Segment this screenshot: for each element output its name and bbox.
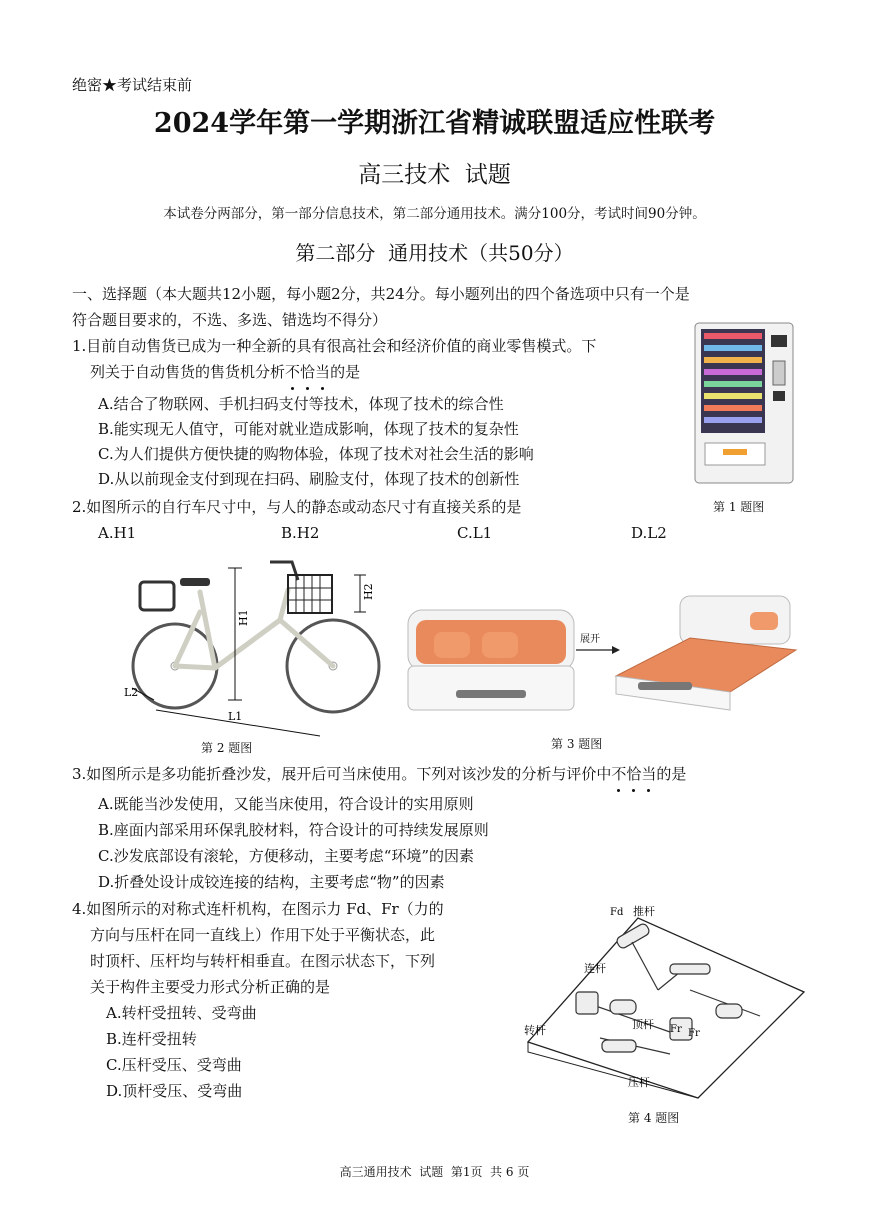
basket-icon [288,575,332,613]
q1-stem-line1: 1.目前自动售货已成为一种全新的具有很高社会和经济价值的商业零售模式。下 [72,337,597,355]
q1-option-c: C.为人们提供方便快捷的购物体验，体现了技术对社会生活的影响 [98,445,534,463]
fig1-caption: 第 1 题图 [713,500,765,514]
label-top-rod: 顶杆 [632,1018,654,1031]
q4-stem-line3: 时顶杆、压杆均与转杆相垂直。在图示状态下，下列 [90,952,436,970]
fig4-caption: 第 4 题图 [628,1111,680,1125]
q1-option-a: A.结合了物联网、手机扫码支付等技术，体现了技术的综合性 [98,395,504,413]
label-press-rod: 压杆 [628,1076,650,1089]
q3-option-d: D.折叠处设计成铰连接的结构，主要考虑“物”的因素 [98,873,445,891]
exam-instructions: 本试卷分两部分，第一部分信息技术，第二部分通用技术。满分100分，考试时间90分钟。 [163,206,706,222]
linkage-figure [520,900,810,1100]
q3-option-b: B.座面内部采用环保乳胶材料，符合设计的可持续发展原则 [98,821,489,839]
emphasis-char: 不 [611,761,626,787]
q4-option-a: A.转杆受扭转、受弯曲 [106,1004,257,1022]
q2-stem: 2.如图所示的自行车尺寸中，与人的静态或动态尺寸有直接关系的是 [72,498,522,516]
q2-option-c: C.L1 [457,524,493,542]
section-intro-line1: 一、选择题（本大题共12小题，每小题2分，共24分。每小题列出的四个备选项中只有一个是 [72,285,690,303]
q4-stem-line1: 4.如图所示的对称式连杆机构，在图示力 Fd、Fr（力的 [72,900,444,918]
emphasis-char: 恰 [300,359,315,385]
emphasis-char: 不 [285,359,300,385]
label-l2: L2 [124,686,139,699]
label-link-rod: 连杆 [584,962,606,975]
bicycle-figure [120,550,388,740]
q2-option-a: A.H1 [98,524,137,542]
exam-title: 2024学年第一学期浙江省精诚联盟适应性联考 [153,108,716,139]
q3-stem: 3.如图所示是多功能折叠沙发，展开后可当床使用。下列对该沙发的分析与评价中不恰当的是 [72,761,686,787]
label-rotating-rod: 转杆 [524,1024,546,1037]
q2-option-d: D.L2 [631,524,667,542]
page-footer: 高三通用技术 试题 第1页 共 6 页 [339,1165,530,1179]
q4-stem-line2: 方向与压杆在同一直线上）作用下处于平衡状态，此 [90,926,436,944]
label-fr-2: Fr [688,1028,700,1039]
base-plate [528,918,804,1098]
q1-stem-line2: 列关于自动售货的售货机分析不恰当的是 [90,359,360,385]
rear-seat-icon [140,582,174,610]
q4-option-c: C.压杆受压、受弯曲 [106,1056,242,1074]
q3-option-a: A.既能当沙发使用，又能当床使用，符合设计的实用原则 [98,795,474,813]
subject-title: 高三技术 试题 [358,162,511,188]
q4-option-b: B.连杆受扭转 [106,1030,197,1048]
emphasis-char: 恰 [626,761,641,787]
q4-stem-line4: 关于构件主要受力形式分析正确的是 [90,978,331,996]
label-h1: H1 [237,609,250,626]
unfold-label: 展开 [580,634,600,645]
saddle-icon [180,578,210,586]
emphasis-char: 当 [641,761,656,787]
label-fd: Fd [610,907,624,918]
label-push-rod: 推杆 [633,905,655,918]
vending-machine-figure [693,321,797,489]
q1-option-d: D.从以前现金支付到现在扫码、刷脸支付，体现了技术的创新性 [98,470,520,488]
q3-option-c: C.沙发底部设有滚轮，方便移动，主要考虑“环境”的因素 [98,847,475,865]
confidential-mark: 绝密★考试结束前 [72,76,193,94]
q2-option-b: B.H2 [281,524,320,542]
emphasis-char: 当 [315,359,330,385]
sofa-figure [400,580,800,730]
q1-option-b: B.能实现无人值守，可能对就业造成影响，体现了技术的复杂性 [98,420,519,438]
label-l1: L1 [228,710,243,723]
fig2-caption: 第 2 题图 [201,741,253,755]
fig3-caption: 第 3 题图 [551,737,603,751]
q4-option-d: D.顶杆受压、受弯曲 [106,1082,243,1100]
part-title: 第二部分 通用技术（共50分） [295,241,574,265]
section-intro-line2: 符合题目要求的，不选、多选、错选均不得分） [72,311,388,329]
label-h2: H2 [362,583,375,600]
label-fr: Fr [670,1024,682,1035]
